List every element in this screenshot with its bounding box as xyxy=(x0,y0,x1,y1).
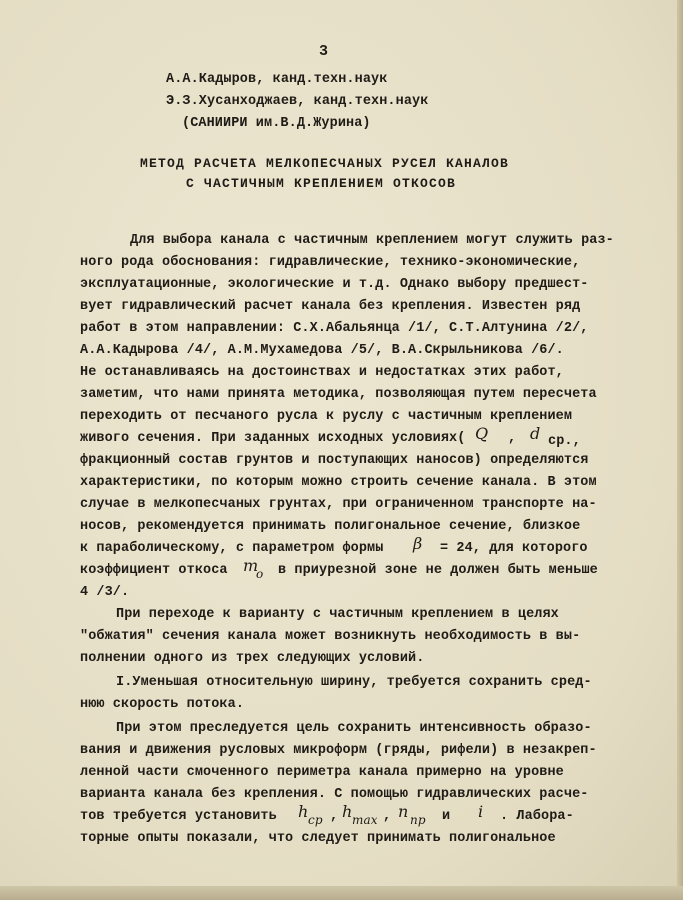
body-line: варианта канала без крепления. С помощью гидравлических расче- xyxy=(80,787,589,802)
body-line: носов, рекомендуется принимать полигональное сечение, близкое xyxy=(80,519,581,534)
body-line: работ в этом направлении: С.Х.Абальянца /1/, С.Т.Алтунина /2/, xyxy=(80,321,589,336)
subscript-o: o xyxy=(256,567,264,581)
body-line: . Лабора- xyxy=(500,809,574,824)
page-edge-bottom xyxy=(0,886,683,900)
body-line: к параболическому, с параметром формы xyxy=(80,541,384,556)
body-line: вания и движения русловых микроформ (гряды, рифели) в незакреп- xyxy=(80,743,597,758)
symbol-n-pr: n xyxy=(398,802,409,821)
subscript-max: max xyxy=(352,813,378,827)
symbol-i: i xyxy=(478,802,484,821)
symbol-m: m xyxy=(243,556,259,575)
body-line: = 24, для которого xyxy=(440,541,588,556)
body-line: I.Уменьшая относительную ширину, требуется сохранить сред- xyxy=(116,675,592,690)
comma: , xyxy=(383,809,392,824)
body-line: "обжатия" сечения канала может возникнуть необходимость в вы- xyxy=(80,629,581,644)
symbol-beta: β xyxy=(413,534,423,553)
body-line: При этом преследуется цель сохранить интенсивность образо- xyxy=(116,721,592,736)
symbol-h-max: h xyxy=(342,802,353,821)
comma: , xyxy=(330,809,339,824)
author-line-1: А.А.Кадыров, канд.техн.наук xyxy=(166,72,388,87)
body-line: коэффициент откоса xyxy=(80,563,228,578)
body-line: вует гидравлический расчет канала без крепления. Известен ряд xyxy=(80,299,581,314)
body-line: живого сечения. При заданных исходных условиях( xyxy=(80,431,466,446)
body-line: нюю скорость потока. xyxy=(80,697,245,712)
symbol-h-cp: h xyxy=(298,802,309,821)
body-line: переходить от песчаного русла к руслу с частичным креплением xyxy=(80,409,573,424)
symbol-q: Q xyxy=(475,424,489,443)
subscript-pr: пр xyxy=(410,813,426,827)
body-line: фракционный состав грунтов и поступающих наносов) определяются xyxy=(80,453,589,468)
body-line: эксплуатационные, экологические и т.д. Однако выбору предшест- xyxy=(80,277,589,292)
comma: , xyxy=(508,431,517,446)
author-line-2: Э.З.Хусанходжаев, канд.техн.наук xyxy=(166,94,429,109)
title-line-2: С ЧАСТИЧНЫМ КРЕПЛЕНИЕМ ОТКОСОВ xyxy=(186,176,457,191)
body-line: тов требуется установить xyxy=(80,809,277,824)
body-line: Для выбора канала с частичным креплением могут служить раз- xyxy=(130,233,614,248)
body-line: Не останавливаясь на достоинствах и недостатках этих работ, xyxy=(80,365,564,380)
subscript-cp: ср xyxy=(308,813,323,827)
body-line: ленной части смоченного периметра канала примерно на уровне xyxy=(80,765,564,780)
page-number: 3 xyxy=(319,43,329,60)
title-line-1: МЕТОД РАСЧЕТА МЕЛКОПЕСЧАНЫХ РУСЕЛ КАНАЛОВ xyxy=(140,156,510,171)
body-line: А.А.Кадырова /4/, А.М.Мухамедова /5/, В.А.Скрыльникова /6/. xyxy=(80,343,564,358)
institution-line: (САНИИРИ им.В.Д.Журина) xyxy=(182,116,371,131)
body-line: полнении одного из трех следующих условий. xyxy=(80,651,425,666)
body-line: торные опыты показали, что следует принимать полигональное xyxy=(80,831,556,846)
body-line: заметим, что нами принята методика, позволяющая путем пересчета xyxy=(80,387,597,402)
body-line: случае в мелкопесчаных грунтах, при ограниченном транспорте на- xyxy=(80,497,597,512)
body-line: в приурезной зоне не должен быть меньше xyxy=(278,563,598,578)
body-line: 4 /3/. xyxy=(80,585,130,600)
body-line: и xyxy=(442,809,451,824)
body-line: ного рода обоснования: гидравлические, технико-экономические, xyxy=(80,255,581,270)
body-line: При переходе к варианту с частичным креплением в целях xyxy=(116,607,559,622)
page-edge-right xyxy=(677,0,683,900)
body-line: характеристики, по которым можно строить сечение канала. В этом xyxy=(80,475,597,490)
symbol-d: d xyxy=(530,424,541,443)
subscript-cp: ср., xyxy=(548,434,581,449)
